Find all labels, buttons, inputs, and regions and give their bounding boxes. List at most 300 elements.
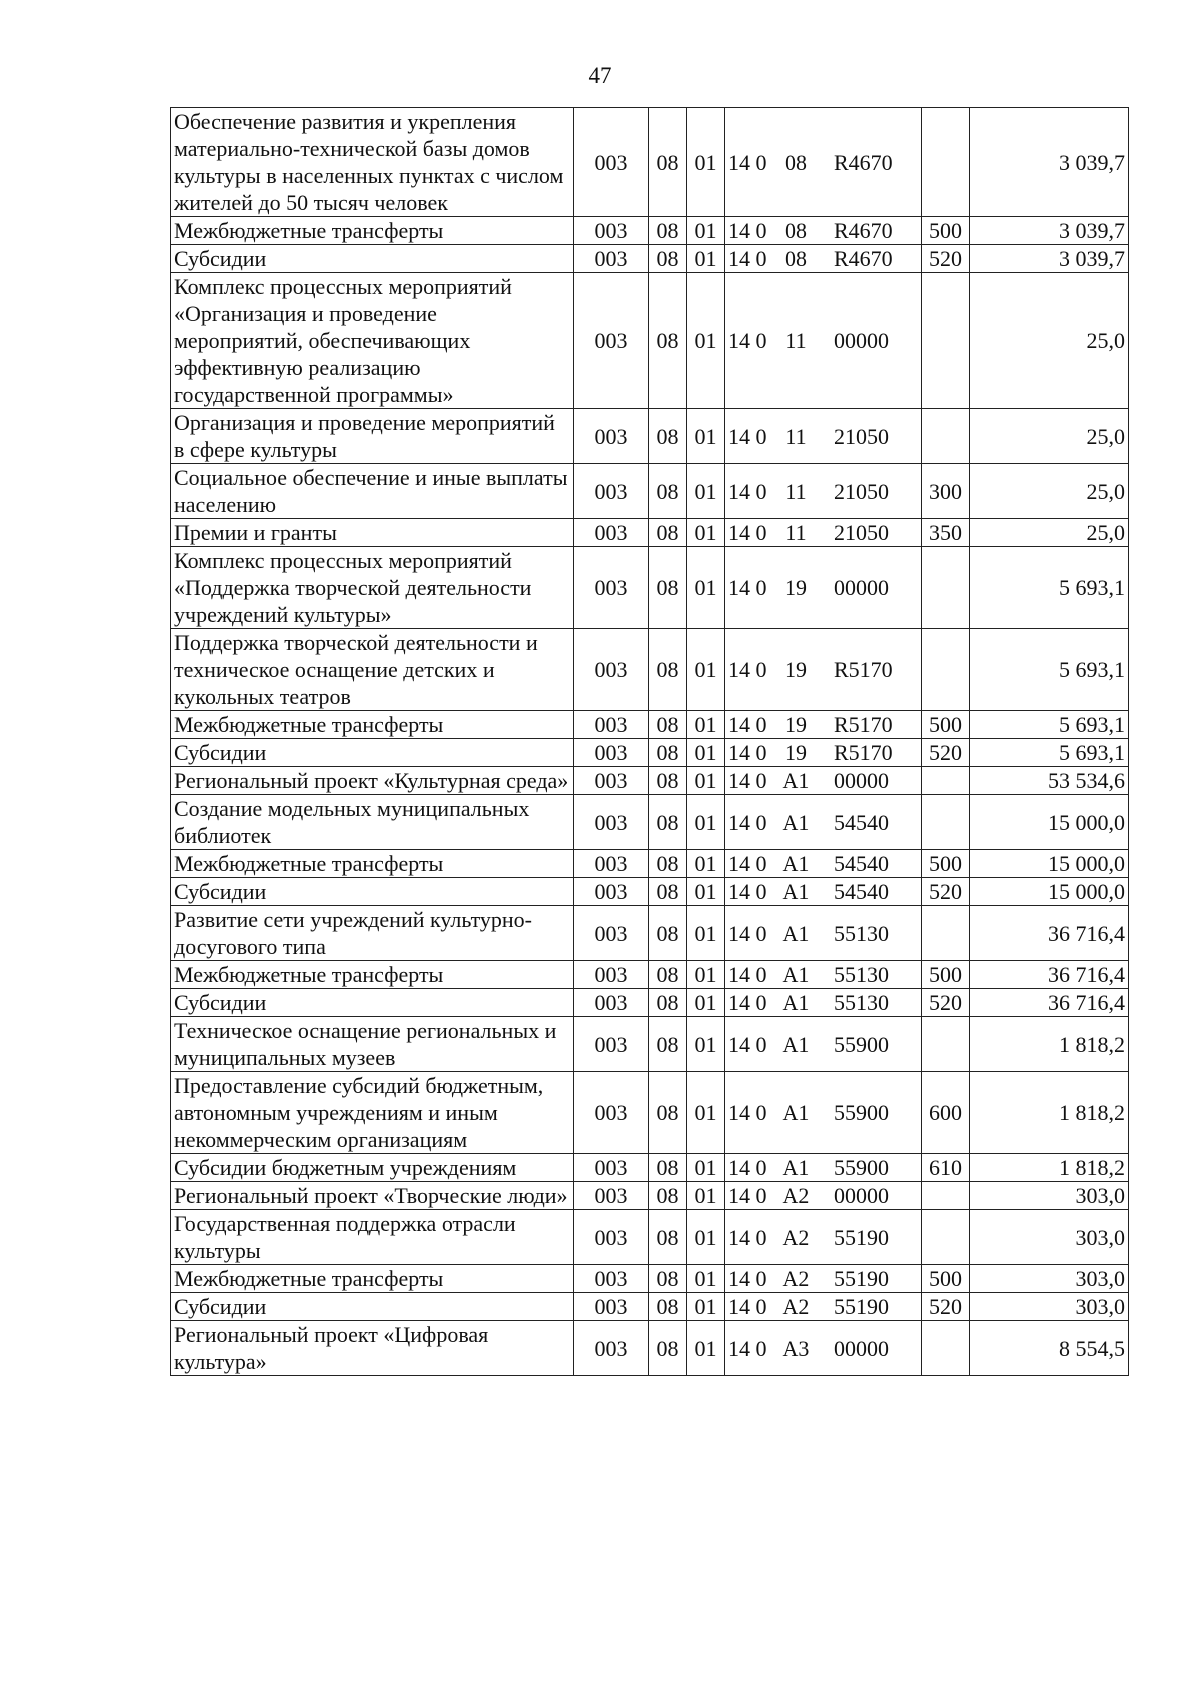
- table-row: [171, 795, 1129, 850]
- section-cell: 08: [649, 1154, 687, 1182]
- amount-cell: 5 693,1: [970, 739, 1129, 767]
- target-article-part: A1: [782, 768, 810, 793]
- expense-type-cell: [922, 1321, 970, 1376]
- target-article-cell: [725, 1017, 922, 1072]
- amount-cell: 25,0: [970, 464, 1129, 519]
- expense-type-cell: 300: [922, 464, 970, 519]
- expense-type-cell: 520: [922, 989, 970, 1017]
- target-article-part: 0: [755, 1100, 767, 1125]
- target-article-part: 11: [785, 478, 807, 504]
- target-article-part: 0: [755, 218, 767, 243]
- amount-cell: 303,0: [970, 1182, 1129, 1210]
- target-article-part: 54540: [834, 851, 889, 876]
- row-name-cell: Межбюджетные трансферты: [171, 961, 574, 989]
- expense-type-cell: 520: [922, 878, 970, 906]
- section-cell: 08: [649, 273, 687, 409]
- section-cell: 08: [649, 519, 687, 547]
- table-row: [171, 245, 1129, 273]
- target-article-cell: [725, 850, 922, 878]
- target-article-part: 0: [755, 851, 767, 876]
- target-article-part: 55900: [834, 1155, 889, 1180]
- target-article-part: 0: [755, 246, 767, 271]
- table-row: [171, 519, 1129, 547]
- target-article-cell: [725, 739, 922, 767]
- page-number: 47: [588, 63, 612, 88]
- section-cell: 08: [649, 795, 687, 850]
- target-article-part: 00000: [834, 1335, 889, 1361]
- expense-type-cell: [922, 547, 970, 629]
- section-cell: 08: [649, 629, 687, 711]
- row-name-cell: Комплекс процессных мероприятий «Организация и проведение мероприятий, обеспечивающих эффективную реализацию государственной программы»: [171, 273, 574, 409]
- target-article-part: R4670: [834, 246, 893, 271]
- subsection-cell: 01: [687, 519, 725, 547]
- ministry-code-cell: 003: [574, 1210, 649, 1265]
- row-name-cell: Субсидии: [171, 245, 574, 273]
- target-article-part: 14: [728, 990, 750, 1015]
- target-article-part: 11: [785, 328, 807, 353]
- ministry-code-cell: 003: [574, 1017, 649, 1072]
- target-article-part: 14: [728, 1224, 750, 1250]
- row-name-cell: Межбюджетные трансферты: [171, 217, 574, 245]
- amount-cell: 303,0: [970, 1210, 1129, 1265]
- ministry-code-cell: 003: [574, 1265, 649, 1293]
- target-article-part: 0: [755, 920, 767, 946]
- target-article-cell: [725, 519, 922, 547]
- table-row: [171, 217, 1129, 245]
- ministry-code-cell: 003: [574, 961, 649, 989]
- section-cell: 08: [649, 108, 687, 217]
- target-article-part: 14: [728, 768, 750, 793]
- table-row: [171, 1017, 1129, 1072]
- amount-cell: 3 039,7: [970, 217, 1129, 245]
- target-article-cell: [725, 1210, 922, 1265]
- ministry-code-cell: 003: [574, 273, 649, 409]
- section-cell: 08: [649, 1210, 687, 1265]
- amount-cell: 303,0: [970, 1293, 1129, 1321]
- target-article-part: 0: [755, 423, 767, 449]
- row-name-cell: Премии и гранты: [171, 519, 574, 547]
- subsection-cell: 01: [687, 739, 725, 767]
- amount-cell: 25,0: [970, 519, 1129, 547]
- target-article-cell: [725, 1072, 922, 1154]
- target-article-part: A1: [782, 962, 810, 987]
- expense-type-cell: 600: [922, 1072, 970, 1154]
- table-row: [171, 1293, 1129, 1321]
- target-article-cell: [725, 1265, 922, 1293]
- target-article-part: 0: [755, 712, 767, 737]
- subsection-cell: 01: [687, 1154, 725, 1182]
- target-article-part: A3: [782, 1335, 810, 1361]
- target-article-part: 19: [785, 657, 807, 682]
- target-article-part: 00000: [834, 1183, 889, 1208]
- amount-cell: 1 818,2: [970, 1154, 1129, 1182]
- section-cell: 08: [649, 409, 687, 464]
- target-article-part: 14: [728, 657, 750, 682]
- ministry-code-cell: 003: [574, 1321, 649, 1376]
- target-article-part: 14: [728, 149, 750, 175]
- target-article-cell: [725, 108, 922, 217]
- table-row: [171, 1154, 1129, 1182]
- subsection-cell: 01: [687, 1293, 725, 1321]
- section-cell: 08: [649, 767, 687, 795]
- target-article-part: 14: [728, 1335, 750, 1361]
- table-row: [171, 1072, 1129, 1154]
- target-article-part: 11: [785, 423, 807, 449]
- table-row: [171, 1265, 1129, 1293]
- amount-cell: 53 534,6: [970, 767, 1129, 795]
- target-article-part: 14: [728, 712, 750, 737]
- target-article-part: R5170: [834, 712, 893, 737]
- ministry-code-cell: 003: [574, 1182, 649, 1210]
- target-article-part: 0: [755, 1183, 767, 1208]
- section-cell: 08: [649, 850, 687, 878]
- row-name-cell: Субсидии бюджетным учреждениям: [171, 1154, 574, 1182]
- subsection-cell: 01: [687, 1210, 725, 1265]
- amount-cell: 3 039,7: [970, 108, 1129, 217]
- amount-cell: 36 716,4: [970, 961, 1129, 989]
- target-article-cell: [725, 1182, 922, 1210]
- target-article-part: 00000: [834, 768, 889, 793]
- amount-cell: 36 716,4: [970, 906, 1129, 961]
- ministry-code-cell: 003: [574, 547, 649, 629]
- target-article-cell: [725, 217, 922, 245]
- target-article-part: A1: [782, 879, 810, 904]
- target-article-cell: [725, 1321, 922, 1376]
- target-article-part: 0: [755, 1266, 767, 1291]
- subsection-cell: 01: [687, 547, 725, 629]
- subsection-cell: 01: [687, 245, 725, 273]
- row-name-cell: Обеспечение развития и укрепления материально-технической базы домов культуры в населенных пунктах с числом жителей до 50 тысяч человек: [171, 108, 574, 217]
- target-article-part: 0: [755, 478, 767, 504]
- target-article-part: 14: [728, 478, 750, 504]
- expense-type-cell: [922, 108, 970, 217]
- amount-cell: 5 693,1: [970, 547, 1129, 629]
- ministry-code-cell: 003: [574, 108, 649, 217]
- section-cell: 08: [649, 906, 687, 961]
- target-article-part: A1: [782, 1155, 810, 1180]
- table-row: [171, 989, 1129, 1017]
- target-article-part: 14: [728, 879, 750, 904]
- amount-cell: 3 039,7: [970, 245, 1129, 273]
- subsection-cell: 01: [687, 906, 725, 961]
- ministry-code-cell: 003: [574, 878, 649, 906]
- target-article-cell: [725, 795, 922, 850]
- expense-type-cell: 500: [922, 217, 970, 245]
- target-article-part: 55190: [834, 1224, 889, 1250]
- ministry-code-cell: 003: [574, 409, 649, 464]
- table-row: [171, 1321, 1129, 1376]
- expense-type-cell: [922, 409, 970, 464]
- target-article-part: 55130: [834, 962, 889, 987]
- expense-type-cell: 500: [922, 1265, 970, 1293]
- ministry-code-cell: 003: [574, 795, 649, 850]
- target-article-cell: [725, 1154, 922, 1182]
- section-cell: 08: [649, 711, 687, 739]
- expense-type-cell: 520: [922, 739, 970, 767]
- target-article-part: 21050: [834, 423, 889, 449]
- target-article-part: 0: [755, 879, 767, 904]
- target-article-part: 55130: [834, 990, 889, 1015]
- section-cell: 08: [649, 1182, 687, 1210]
- amount-cell: 25,0: [970, 409, 1129, 464]
- table-row: [171, 547, 1129, 629]
- target-article-part: 0: [755, 575, 767, 600]
- target-article-part: 0: [755, 1031, 767, 1057]
- target-article-part: 0: [755, 740, 767, 765]
- target-article-part: A1: [782, 990, 810, 1015]
- subsection-cell: 01: [687, 629, 725, 711]
- target-article-part: R5170: [834, 657, 893, 682]
- target-article-part: 14: [728, 740, 750, 765]
- amount-cell: 15 000,0: [970, 850, 1129, 878]
- budget-table: [170, 107, 1129, 1376]
- row-name-cell: Развитие сети учреждений культурно-досугового типа: [171, 906, 574, 961]
- table-row: [171, 409, 1129, 464]
- target-article-part: 14: [728, 1155, 750, 1180]
- table-row: [171, 878, 1129, 906]
- row-name-cell: Создание модельных муниципальных библиотек: [171, 795, 574, 850]
- ministry-code-cell: 003: [574, 464, 649, 519]
- target-article-part: 0: [755, 962, 767, 987]
- row-name-cell: Организация и проведение мероприятий в сфере культуры: [171, 409, 574, 464]
- target-article-part: R4670: [834, 149, 893, 175]
- target-article-part: 14: [728, 962, 750, 987]
- row-name-cell: Субсидии: [171, 878, 574, 906]
- target-article-part: 0: [755, 1224, 767, 1250]
- ministry-code-cell: 003: [574, 850, 649, 878]
- row-name-cell: Социальное обеспечение и иные выплаты населению: [171, 464, 574, 519]
- target-article-part: 55900: [834, 1031, 889, 1057]
- table-row: [171, 739, 1129, 767]
- ministry-code-cell: 003: [574, 629, 649, 711]
- target-article-cell: [725, 409, 922, 464]
- ministry-code-cell: 003: [574, 1154, 649, 1182]
- target-article-part: 08: [785, 218, 807, 243]
- row-name-cell: Поддержка творческой деятельности и техническое оснащение детских и кукольных театров: [171, 629, 574, 711]
- ministry-code-cell: 003: [574, 906, 649, 961]
- target-article-part: 21050: [834, 478, 889, 504]
- target-article-part: A1: [782, 851, 810, 876]
- section-cell: 08: [649, 245, 687, 273]
- target-article-part: 14: [728, 1031, 750, 1057]
- ministry-code-cell: 003: [574, 739, 649, 767]
- target-article-part: 0: [755, 768, 767, 793]
- row-name-cell: Межбюджетные трансферты: [171, 711, 574, 739]
- target-article-part: 14: [728, 246, 750, 271]
- target-article-part: 14: [728, 851, 750, 876]
- ministry-code-cell: 003: [574, 711, 649, 739]
- table-row: [171, 906, 1129, 961]
- subsection-cell: 01: [687, 1017, 725, 1072]
- row-name-cell: Субсидии: [171, 989, 574, 1017]
- amount-cell: 1 818,2: [970, 1017, 1129, 1072]
- target-article-part: 55130: [834, 920, 889, 946]
- expense-type-cell: [922, 906, 970, 961]
- target-article-part: 0: [755, 1294, 767, 1319]
- ministry-code-cell: 003: [574, 767, 649, 795]
- expense-type-cell: [922, 1210, 970, 1265]
- subsection-cell: 01: [687, 711, 725, 739]
- row-name-cell: Региональный проект «Творческие люди»: [171, 1182, 574, 1210]
- row-name-cell: Региональный проект «Культурная среда»: [171, 767, 574, 795]
- expense-type-cell: [922, 273, 970, 409]
- table-body: [171, 108, 1129, 1376]
- target-article-part: A1: [782, 809, 810, 835]
- table-row: [171, 711, 1129, 739]
- target-article-part: 55900: [834, 1100, 889, 1125]
- section-cell: 08: [649, 1072, 687, 1154]
- section-cell: 08: [649, 547, 687, 629]
- amount-cell: 5 693,1: [970, 629, 1129, 711]
- subsection-cell: 01: [687, 1072, 725, 1154]
- section-cell: 08: [649, 989, 687, 1017]
- target-article-part: A1: [782, 1031, 810, 1057]
- row-name-cell: Комплекс процессных мероприятий «Поддержка творческой деятельности учреждений культуры»: [171, 547, 574, 629]
- target-article-cell: [725, 1293, 922, 1321]
- table-row: [171, 273, 1129, 409]
- expense-type-cell: [922, 767, 970, 795]
- expense-type-cell: [922, 629, 970, 711]
- table-row: [171, 629, 1129, 711]
- subsection-cell: 01: [687, 989, 725, 1017]
- target-article-part: R4670: [834, 218, 893, 243]
- target-article-part: 00000: [834, 328, 889, 353]
- amount-cell: 8 554,5: [970, 1321, 1129, 1376]
- table-row: [171, 1182, 1129, 1210]
- section-cell: 08: [649, 1265, 687, 1293]
- subsection-cell: 01: [687, 767, 725, 795]
- subsection-cell: 01: [687, 878, 725, 906]
- section-cell: 08: [649, 217, 687, 245]
- row-name-cell: Предоставление субсидий бюджетным, автономным учреждениям и иным некоммерческим организациям: [171, 1072, 574, 1154]
- target-article-part: A2: [782, 1183, 810, 1208]
- target-article-part: 14: [728, 1100, 750, 1125]
- subsection-cell: 01: [687, 217, 725, 245]
- expense-type-cell: 610: [922, 1154, 970, 1182]
- target-article-part: 08: [785, 246, 807, 271]
- ministry-code-cell: 003: [574, 245, 649, 273]
- amount-cell: 15 000,0: [970, 878, 1129, 906]
- amount-cell: 36 716,4: [970, 989, 1129, 1017]
- expense-type-cell: 500: [922, 961, 970, 989]
- amount-cell: 5 693,1: [970, 711, 1129, 739]
- subsection-cell: 01: [687, 850, 725, 878]
- target-article-cell: [725, 629, 922, 711]
- ministry-code-cell: 003: [574, 1293, 649, 1321]
- target-article-part: A2: [782, 1224, 810, 1250]
- target-article-cell: [725, 245, 922, 273]
- subsection-cell: 01: [687, 464, 725, 519]
- subsection-cell: 01: [687, 1265, 725, 1293]
- target-article-part: 11: [785, 520, 807, 545]
- target-article-part: 54540: [834, 879, 889, 904]
- expense-type-cell: [922, 1017, 970, 1072]
- target-article-part: A2: [782, 1266, 810, 1291]
- target-article-part: 14: [728, 575, 750, 600]
- target-article-part: 0: [755, 1335, 767, 1361]
- target-article-part: 14: [728, 1183, 750, 1208]
- target-article-part: R5170: [834, 740, 893, 765]
- amount-cell: 303,0: [970, 1265, 1129, 1293]
- expense-type-cell: [922, 795, 970, 850]
- target-article-part: 0: [755, 520, 767, 545]
- row-name-cell: Государственная поддержка отрасли культуры: [171, 1210, 574, 1265]
- target-article-part: 14: [728, 520, 750, 545]
- ministry-code-cell: 003: [574, 519, 649, 547]
- subsection-cell: 01: [687, 795, 725, 850]
- section-cell: 08: [649, 739, 687, 767]
- target-article-part: A1: [782, 1100, 810, 1125]
- expense-type-cell: 500: [922, 711, 970, 739]
- amount-cell: 1 818,2: [970, 1072, 1129, 1154]
- target-article-part: 14: [728, 920, 750, 946]
- expense-type-cell: 500: [922, 850, 970, 878]
- target-article-part: 54540: [834, 809, 889, 835]
- subsection-cell: 01: [687, 961, 725, 989]
- row-name-cell: Межбюджетные трансферты: [171, 850, 574, 878]
- target-article-part: 14: [728, 1266, 750, 1291]
- target-article-cell: [725, 767, 922, 795]
- target-article-part: 0: [755, 809, 767, 835]
- section-cell: 08: [649, 1293, 687, 1321]
- row-name-cell: Межбюджетные трансферты: [171, 1265, 574, 1293]
- target-article-part: 14: [728, 328, 750, 353]
- ministry-code-cell: 003: [574, 989, 649, 1017]
- table-row: [171, 767, 1129, 795]
- subsection-cell: 01: [687, 108, 725, 217]
- target-article-part: 14: [728, 218, 750, 243]
- target-article-part: 55190: [834, 1266, 889, 1291]
- target-article-part: 19: [785, 740, 807, 765]
- target-article-cell: [725, 464, 922, 519]
- target-article-part: 55190: [834, 1294, 889, 1319]
- table-row: [171, 850, 1129, 878]
- table-row: [171, 464, 1129, 519]
- row-name-cell: Техническое оснащение региональных и муниципальных музеев: [171, 1017, 574, 1072]
- section-cell: 08: [649, 961, 687, 989]
- table-row: [171, 1210, 1129, 1265]
- amount-cell: 15 000,0: [970, 795, 1129, 850]
- target-article-cell: [725, 878, 922, 906]
- subsection-cell: 01: [687, 1321, 725, 1376]
- row-name-cell: Субсидии: [171, 739, 574, 767]
- target-article-part: 14: [728, 809, 750, 835]
- target-article-part: A1: [782, 920, 810, 946]
- target-article-cell: [725, 989, 922, 1017]
- target-article-cell: [725, 961, 922, 989]
- target-article-part: 08: [785, 149, 807, 175]
- row-name-cell: Субсидии: [171, 1293, 574, 1321]
- target-article-part: 0: [755, 328, 767, 353]
- subsection-cell: 01: [687, 273, 725, 409]
- target-article-part: 14: [728, 423, 750, 449]
- section-cell: 08: [649, 1017, 687, 1072]
- amount-cell: 25,0: [970, 273, 1129, 409]
- target-article-part: 0: [755, 149, 767, 175]
- expense-type-cell: 350: [922, 519, 970, 547]
- subsection-cell: 01: [687, 409, 725, 464]
- target-article-part: 21050: [834, 520, 889, 545]
- target-article-cell: [725, 273, 922, 409]
- ministry-code-cell: 003: [574, 1072, 649, 1154]
- section-cell: 08: [649, 1321, 687, 1376]
- target-article-part: 14: [728, 1294, 750, 1319]
- target-article-part: A2: [782, 1294, 810, 1319]
- target-article-cell: [725, 906, 922, 961]
- section-cell: 08: [649, 464, 687, 519]
- target-article-part: 0: [755, 1155, 767, 1180]
- expense-type-cell: 520: [922, 1293, 970, 1321]
